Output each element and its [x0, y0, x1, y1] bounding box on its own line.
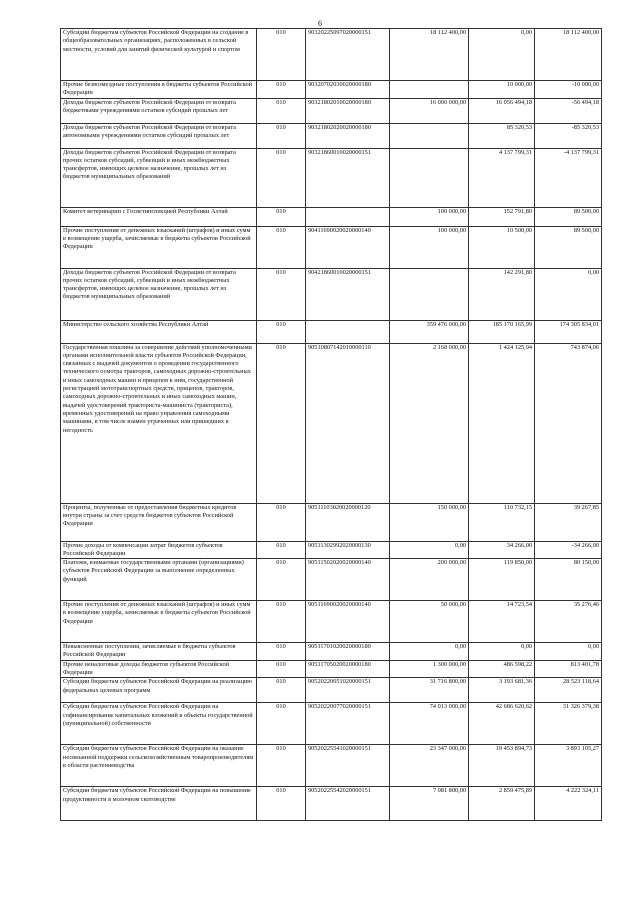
- row-actual-amount: 119 850,00: [469, 559, 535, 601]
- row-kbk: 90321860010020000151: [306, 148, 390, 207]
- row-code: 010: [257, 541, 306, 559]
- table-row: [61, 703, 602, 745]
- row-code: 010: [257, 123, 306, 148]
- row-name: Субсидии бюджетам субъектов Российской Федерации на оказание несвязанной поддержки сельскохозяйственным товаропроизводителям в области растениеводства: [61, 745, 257, 787]
- row-plan-amount: 0,00: [390, 541, 469, 559]
- row-kbk: 90511103020020000120: [306, 503, 390, 541]
- row-code: 010: [257, 503, 306, 541]
- row-kbk: 90520220051020000151: [306, 678, 390, 703]
- row-unexecuted-amount: -85 320,53: [535, 123, 602, 148]
- row-actual-amount: 42 686 620,62: [469, 703, 535, 745]
- revenue-table: [60, 28, 602, 821]
- row-code: 010: [257, 226, 306, 268]
- row-actual-amount: 3 193 681,36: [469, 678, 535, 703]
- table-row: [61, 81, 602, 99]
- row-code: 010: [257, 559, 306, 601]
- table-row: [61, 320, 602, 343]
- row-actual-amount: 19 453 894,73: [469, 745, 535, 787]
- row-name: Доходы бюджетов субъектов Российской Федерации от возврата прочих остатков субсидий, субвенций и иных межбюджетных трансфертов, имеющих целевое назначение, прошлых лет из бюджетов муниципальных образований: [61, 148, 257, 207]
- row-unexecuted-amount: 0,00: [535, 268, 602, 320]
- row-actual-amount: 14 723,54: [469, 601, 535, 643]
- row-unexecuted-amount: -34 266,00: [535, 541, 602, 559]
- row-unexecuted-amount: 743 874,06: [535, 343, 602, 503]
- row-actual-amount: 486 598,22: [469, 660, 535, 678]
- row-kbk: 90520225542020000151: [306, 787, 390, 821]
- row-kbk: [306, 207, 390, 226]
- row-actual-amount: 110 732,15: [469, 503, 535, 541]
- row-kbk: 90320702030020000180: [306, 81, 390, 99]
- row-plan-amount: 16 000 000,00: [390, 98, 469, 123]
- row-kbk: 90520220077020000151: [306, 703, 390, 745]
- row-unexecuted-amount: 18 112 400,00: [535, 29, 602, 81]
- row-name: Доходы бюджетов субъектов Российской Федерации от возврата автономными учреждениями остатков субсидий прошлых лет: [61, 123, 257, 148]
- row-actual-amount: 185 170 165,99: [469, 320, 535, 343]
- row-name: Доходы бюджетов субъектов Российской Федерации от возврата прочих остатков субсидий, субвенций и иных межбюджетных трансфертов, имеющих целевое назначение, прошлых лет из бюджетов муниципальных образований: [61, 268, 257, 320]
- table-row: [61, 29, 602, 81]
- row-kbk: 90511502020020000140: [306, 559, 390, 601]
- row-actual-amount: 34 266,00: [469, 541, 535, 559]
- row-unexecuted-amount: 89 500,00: [535, 226, 602, 268]
- row-plan-amount: 74 013 000,00: [390, 703, 469, 745]
- row-name: Доходы бюджетов субъектов Российской Федерации от возврата бюджетными учреждениями остатков субсидий прошлых лет: [61, 98, 257, 123]
- row-unexecuted-amount: 31 326 379,38: [535, 703, 602, 745]
- row-plan-amount: 50 000,00: [390, 601, 469, 643]
- row-kbk: 90321802020020000180: [306, 123, 390, 148]
- table-row: [61, 660, 602, 678]
- row-kbk: 90421860010020000151: [306, 268, 390, 320]
- row-code: 010: [257, 98, 306, 123]
- row-actual-amount: 85 320,53: [469, 123, 535, 148]
- row-actual-amount: 0,00: [469, 29, 535, 81]
- table-row: [61, 503, 602, 541]
- row-plan-amount: [390, 148, 469, 207]
- row-actual-amount: 10 500,00: [469, 226, 535, 268]
- row-name: Комитет ветеринарии с Госветинспекцией Республики Алтай: [61, 207, 257, 226]
- row-code: 010: [257, 643, 306, 661]
- row-plan-amount: 0,00: [390, 643, 469, 661]
- row-code: 010: [257, 343, 306, 503]
- row-name: Субсидии бюджетам субъектов Российской Федерации на повышение продуктивности в молочном скотоводстве: [61, 787, 257, 821]
- row-plan-amount: 100 000,00: [390, 207, 469, 226]
- table-row: [61, 559, 602, 601]
- row-plan-amount: 31 716 800,00: [390, 678, 469, 703]
- row-unexecuted-amount: 35 276,46: [535, 601, 602, 643]
- row-actual-amount: 10 000,00: [469, 81, 535, 99]
- table-row: [61, 601, 602, 643]
- row-kbk: 90411690020020000140: [306, 226, 390, 268]
- row-code: 010: [257, 660, 306, 678]
- row-kbk: 90511705020020000180: [306, 660, 390, 678]
- row-code: 010: [257, 207, 306, 226]
- row-name: Субсидии бюджетам субъектов Российской Федерации на софинансирование капитальных вложений в объекты государственной (муниципальной) собственности: [61, 703, 257, 745]
- row-kbk: 90321802010020000180: [306, 98, 390, 123]
- table-row: [61, 268, 602, 320]
- row-name: Прочие безвозмездные поступления в бюджеты субъектов Российской Федерации: [61, 81, 257, 99]
- row-kbk: 90511701020020000180: [306, 643, 390, 661]
- row-name: Прочие неналоговые доходы бюджетов субъектов Российской Федерации: [61, 660, 257, 678]
- row-plan-amount: [390, 268, 469, 320]
- row-actual-amount: 16 056 494,18: [469, 98, 535, 123]
- row-kbk: 90511690020020000140: [306, 601, 390, 643]
- table-row: [61, 643, 602, 661]
- row-code: 010: [257, 320, 306, 343]
- row-kbk: 90511302992020000130: [306, 541, 390, 559]
- row-unexecuted-amount: 813 401,78: [535, 660, 602, 678]
- row-code: 010: [257, 81, 306, 99]
- page-number: 6: [318, 19, 322, 28]
- row-name: Прочие поступления от денежных взысканий (штрафов) и иных сумм в возмещение ущерба, зачисляемые в бюджеты субъектов Российской Федерации: [61, 226, 257, 268]
- row-plan-amount: 7 081 800,00: [390, 787, 469, 821]
- table-row: [61, 541, 602, 559]
- table-row: [61, 207, 602, 226]
- row-name: Прочие доходы от компенсации затрат бюджетов субъектов Российской Федерации: [61, 541, 257, 559]
- row-actual-amount: 1 424 125,94: [469, 343, 535, 503]
- row-unexecuted-amount: 39 267,85: [535, 503, 602, 541]
- row-kbk: 90510807142010000110: [306, 343, 390, 503]
- row-code: 010: [257, 678, 306, 703]
- row-unexecuted-amount: 89 500,00: [535, 207, 602, 226]
- row-unexecuted-amount: 0,00: [535, 643, 602, 661]
- row-unexecuted-amount: 4 222 324,11: [535, 787, 602, 821]
- table-row: [61, 148, 602, 207]
- row-plan-amount: 150 000,00: [390, 503, 469, 541]
- row-plan-amount: 18 112 400,00: [390, 29, 469, 81]
- table-row: [61, 678, 602, 703]
- row-name: Субсидии бюджетам субъектов Российской Федерации на реализацию федеральных целевых программ: [61, 678, 257, 703]
- table-row: [61, 745, 602, 787]
- row-name: Невыясненные поступления, зачисляемые в бюджеты субъектов Российской Федерации: [61, 643, 257, 661]
- row-name: Субсидии бюджетам субъектов Российской Федерации на создание в общеобразовательных организациях, расположенных в сельской местности, условий для занятий физической культурой и спортом: [61, 29, 257, 81]
- row-plan-amount: 1 300 000,00: [390, 660, 469, 678]
- table-row: [61, 98, 602, 123]
- table-row: [61, 123, 602, 148]
- row-name: Государственная пошлина за совершение действий уполномоченными органами исполнительной власти субъектов Российской Федерации, связанных с выдачей документов о проведении государственного технического осмотра тракторов, самоходных дорожно-строительных и иных самоходных машин и прицепов к ним, государственной регистрацией мототранспортных средств, прицепов, тракторов, самоходных дорожно-строительных и иных самоходных машин, выдачей удостоверений тракториста-машиниста (тракториста), временных удостоверений на право управления самоходными машинами, в том числе взамен утраченных или пришедших в негодность: [61, 343, 257, 503]
- row-kbk: 90320225097020000151: [306, 29, 390, 81]
- row-name: Проценты, полученные от предоставления бюджетных кредитов внутри страны за счет средств бюджетов субъектов Российской Федерации: [61, 503, 257, 541]
- row-name: Платежи, взимаемые государственными органами (организациями) субъектов Российской Федерации за выполнение определенных функций: [61, 559, 257, 601]
- row-unexecuted-amount: 28 523 118,64: [535, 678, 602, 703]
- row-unexecuted-amount: -56 494,18: [535, 98, 602, 123]
- row-code: 010: [257, 601, 306, 643]
- table-row: [61, 343, 602, 503]
- row-unexecuted-amount: 80 150,00: [535, 559, 602, 601]
- row-actual-amount: 152 791,80: [469, 207, 535, 226]
- row-plan-amount: 359 476 000,00: [390, 320, 469, 343]
- row-actual-amount: 0,00: [469, 643, 535, 661]
- row-name: Министерство сельского хозяйства Республики Алтай: [61, 320, 257, 343]
- row-actual-amount: 2 859 475,89: [469, 787, 535, 821]
- row-code: 010: [257, 787, 306, 821]
- row-plan-amount: 200 000,00: [390, 559, 469, 601]
- row-code: 010: [257, 703, 306, 745]
- table-row: [61, 787, 602, 821]
- table-row: [61, 226, 602, 268]
- row-unexecuted-amount: 3 893 105,27: [535, 745, 602, 787]
- row-plan-amount: 23 347 000,00: [390, 745, 469, 787]
- row-kbk: [306, 320, 390, 343]
- row-code: 010: [257, 745, 306, 787]
- row-code: 010: [257, 29, 306, 81]
- row-code: 010: [257, 268, 306, 320]
- row-actual-amount: 4 137 799,31: [469, 148, 535, 207]
- row-plan-amount: 100 000,00: [390, 226, 469, 268]
- row-code: 010: [257, 148, 306, 207]
- row-name: Прочие поступления от денежных взысканий (штрафов) и иных сумм в возмещение ущерба, зачисляемые в бюджеты субъектов Российской Федерации: [61, 601, 257, 643]
- row-unexecuted-amount: -4 137 799,31: [535, 148, 602, 207]
- row-unexecuted-amount: 174 305 834,01: [535, 320, 602, 343]
- row-plan-amount: 2 168 000,00: [390, 343, 469, 503]
- row-plan-amount: [390, 81, 469, 99]
- row-actual-amount: 142 291,80: [469, 268, 535, 320]
- row-plan-amount: [390, 123, 469, 148]
- row-kbk: 90520225541020000151: [306, 745, 390, 787]
- row-unexecuted-amount: -10 000,00: [535, 81, 602, 99]
